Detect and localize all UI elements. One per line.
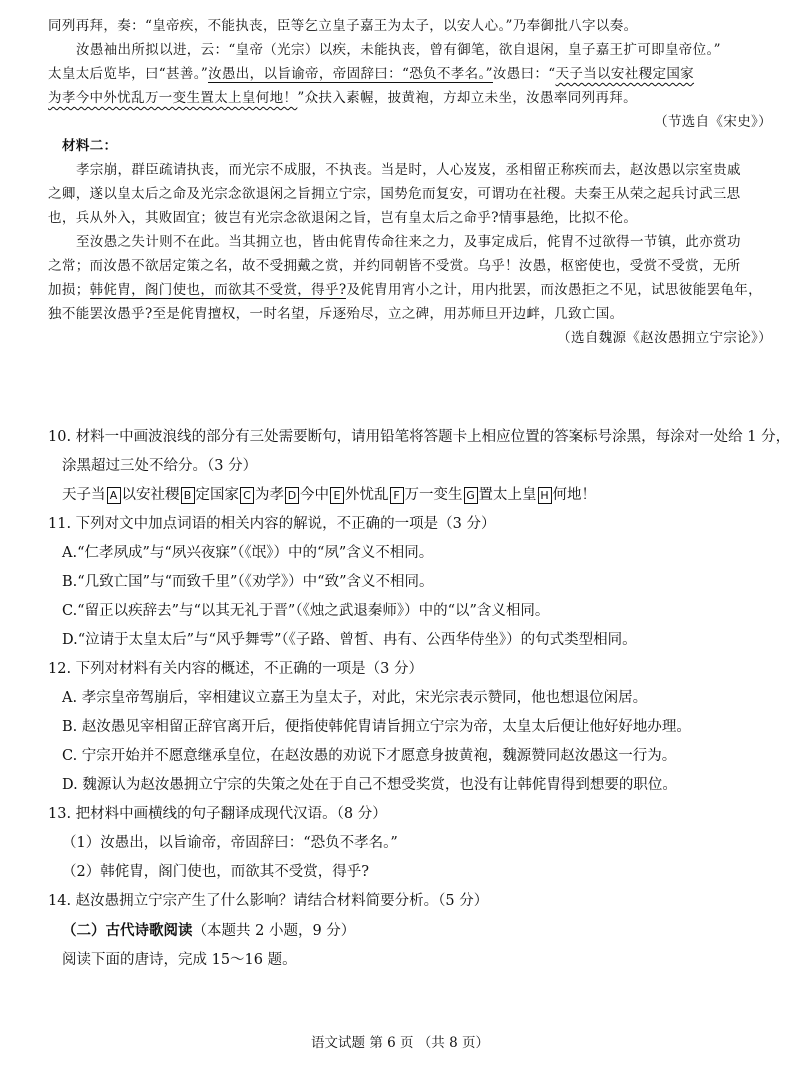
question-12-option-b: B. 赵汝愚见宰相留正辞官离开后，便指使韩侂胄请旨拥立宁宗为帝，太皇太后便让他好好地办理。: [62, 719, 691, 735]
question-13-item-2: （2）韩侂胄，阁门使也，而欲其不受赏，得乎?: [62, 864, 369, 880]
underlined-sentence-1: 汝愚出，以旨谕帝，帝固辞曰：“恐负不孝名。”: [208, 66, 493, 82]
answer-box-e[interactable]: E: [330, 487, 344, 504]
paragraph: 至汝愚之失计则不在此。当其拥立也，皆由侂胄传命往来之力，及事定成后，侂胄不过欲得一节镇，此亦赏功: [76, 234, 741, 250]
question-10-options: [48, 481, 772, 510]
answer-box-b[interactable]: B: [181, 487, 195, 504]
text-span: 及侂胄用宵小之计，用内批罢，而汝愚拒之不见，试思彼能罢龟年，: [346, 282, 762, 298]
text-span: 加损；: [48, 282, 90, 298]
answer-box-c[interactable]: C: [240, 487, 254, 504]
paragraph: [48, 86, 772, 110]
segment-text: 何地！: [552, 487, 596, 503]
segment-text: 万一变生: [404, 487, 463, 503]
paragraph: 之卿，遂以皇太后之命及光宗念欲退闲之旨拥立宁宗，国势危而复安，可谓功在社稷。夫秦王从荣之起兵讨武三思: [48, 186, 741, 202]
section-heading: [48, 916, 772, 946]
paragraph: 之常；而汝愚不欲居定策之名，故不受拥戴之赏，并约同朝皆不受赏。乌乎！汝愚，枢密使也，受赏不受赏，无所: [48, 258, 741, 274]
material-two-text: [48, 134, 772, 350]
questions: [48, 423, 791, 975]
answer-box-h[interactable]: H: [538, 487, 552, 504]
underlined-sentence-2: 韩侂胄，阁门使也，而欲其不受赏，得乎?: [89, 282, 347, 298]
text-span: 太皇太后览毕，曰“甚善。”: [48, 66, 209, 82]
question-12-option-d: D. 魏源认为赵汝愚拥立宁宗的失策之处在于自己不想受奖赏，也没有让韩侂胄得到想要的职位。: [62, 777, 677, 793]
wavy-underlined-text: 为孝今中外忧乱万一变生置太上皇何地！: [48, 90, 298, 106]
segment-text: 外忧乱: [345, 487, 389, 503]
answer-box-a[interactable]: A: [107, 487, 121, 504]
paragraph: [48, 278, 772, 302]
segment-text: 置太上皇: [478, 487, 537, 503]
text-span: ”众扶入素幄，披黄袍，方却立未坐，汝愚率同列再拜。: [297, 90, 637, 106]
question-13-item-1: （1）汝愚出，以旨谕帝，帝固辞曰：“恐负不孝名。”: [62, 835, 398, 851]
source-note: （节选自《宋史》）: [654, 114, 772, 130]
section-note: （本题共 2 小题，9 分）: [192, 923, 356, 939]
segment-text: 为孝: [255, 487, 284, 503]
paragraph: [48, 62, 772, 86]
text-span: 汝愚曰：“: [492, 66, 556, 82]
question-11-option-d: D.“泣请于太皇太后”与“风乎舞雩”（《子路、曾皙、冉有、公西华侍坐》）的句式类型相同。: [62, 632, 637, 648]
paragraph: 独不能罢汝愚乎?至是侂胄擅权，一时名望，斥逐殆尽，立之碑，用苏师旦开边衅，几致亡国。: [48, 306, 624, 322]
segment-text: 以安社稷: [121, 487, 180, 503]
section-title: （二）古代诗歌阅读: [62, 922, 193, 939]
question-12-option-a: A. 孝宗皇帝驾崩后，宰相建议立嘉王为皇太子，对此，宋光宗表示赞同，他也想退位闲居。: [62, 690, 648, 706]
question-11-stem: 11. 下列对文中加点词语的相关内容的解说，不正确的一项是（3 分）: [48, 516, 496, 532]
answer-box-f[interactable]: F: [390, 487, 404, 504]
question-14-stem: 14. 赵汝愚拥立宁宗产生了什么影响？请结合材料简要分析。（5 分）: [48, 893, 489, 909]
material-two-heading: 材料二：: [62, 138, 118, 154]
answer-box-g[interactable]: G: [464, 487, 478, 504]
paragraph: 也，兵从外入，其败固宜；彼岂有光宗念欲退闲之旨，岂有皇太后之命乎?情事悬绝，比拟不伦。: [48, 210, 638, 226]
segment-text: 定国家: [195, 487, 239, 503]
question-13-stem: 13. 把材料中画横线的句子翻译成现代汉语。（8 分）: [48, 806, 387, 822]
paragraph: 孝宗崩，群臣疏请执丧，而光宗不成服，不执丧。当是时，人心岌岌，丞相留正称疾而去，赵汝愚以宗室贵戚: [76, 162, 741, 178]
section-intro: 阅读下面的唐诗，完成 15～16 题。: [62, 952, 297, 968]
question-12-option-c: C. 宁宗开始并不愿意继承皇位，在赵汝愚的劝说下才愿意身披黄袍，魏源赞同赵汝愚这一行为。: [62, 748, 677, 764]
wavy-underlined-text: 天子当以安社稷定国家: [555, 66, 695, 82]
paragraph: 汝愚袖出所拟以进，云：“皇帝（光宗）以疾，未能执丧，曾有御笔，欲自退闲，皇子嘉王扩可即皇帝位。”: [76, 42, 721, 58]
source-note: （选自魏源《赵汝愚拥立宁宗论》）: [557, 330, 772, 346]
page-footer: 语文试题 第 6 页 （共 8 页）: [311, 1035, 489, 1051]
question-12-stem: 12. 下列对材料有关内容的概述，不正确的一项是（3 分）: [48, 661, 424, 677]
paragraph: 同列再拜，奏：“皇帝疾，不能执丧，臣等乞立皇子嘉王为太子，以安人心。”乃奉御批八字以奏。: [48, 18, 638, 34]
question-11-option-b: B.“几致亡国”与“而致千里”（《劝学》）中“致”含义不相同。: [62, 574, 434, 590]
question-10-stem-cont: 涂黑超过三处不给分。（3 分）: [62, 458, 258, 474]
segment-text: 天子当: [62, 487, 106, 503]
segment-text: 今中: [300, 487, 329, 503]
question-11-option-c: C.“留正以疾辞去”与“以其无礼于晋”（《烛之武退秦师》）中的“以”含义相同。: [62, 603, 550, 619]
question-10-stem: 10. 材料一中画波浪线的部分有三处需要断句，请用铅笔将答题卡上相应位置的答案标号涂黑，每涂对一处给 1 分，: [48, 429, 791, 445]
question-11-option-a: A.“仁孝夙成”与“夙兴夜寐”（《氓》）中的“夙”含义不相同。: [62, 545, 434, 561]
material-one-text: [48, 14, 772, 134]
answer-box-d[interactable]: D: [285, 487, 299, 504]
